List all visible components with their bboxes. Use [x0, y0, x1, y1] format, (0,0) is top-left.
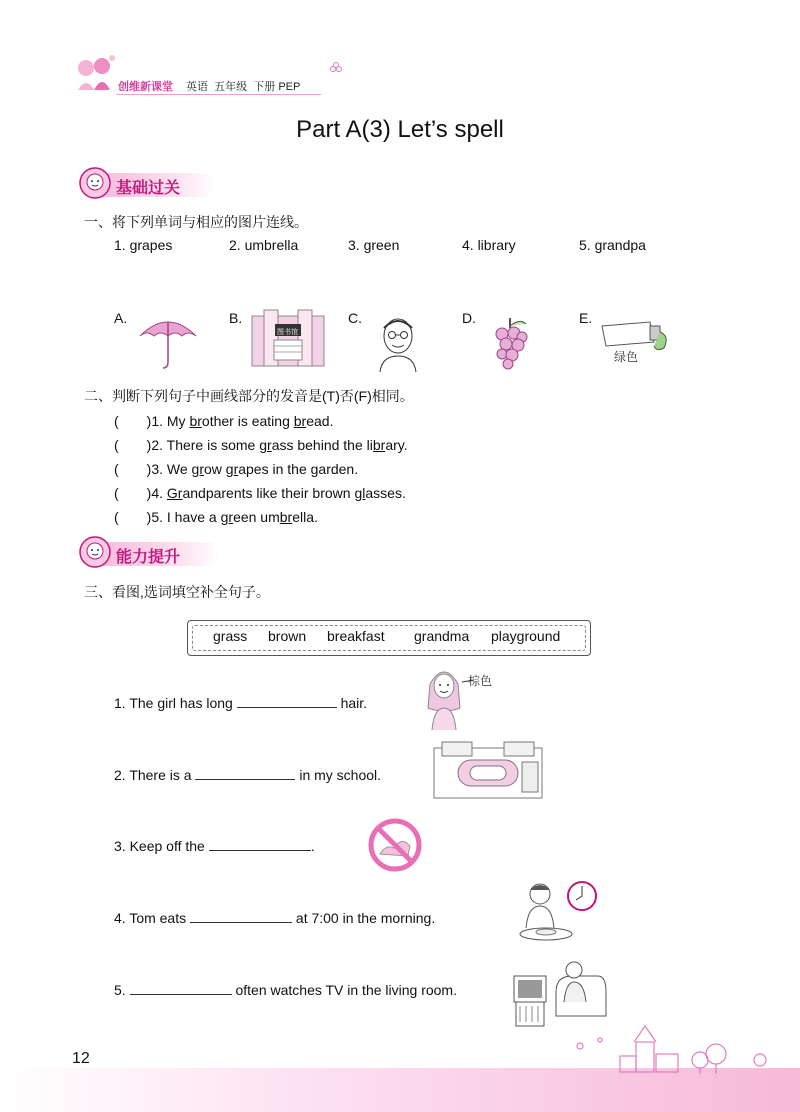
option-e: E. [579, 310, 593, 326]
fill-sentence-1: 1. The girl has long hair. [114, 692, 367, 711]
bank-word-brown: brown [268, 628, 307, 644]
question1-heading: 一、将下列单词与相应的图片连线。 [84, 214, 308, 230]
kid-mascot-icon [78, 166, 112, 200]
option-d: D. [462, 310, 476, 326]
word-umbrella: 2. umbrella [229, 237, 299, 253]
grandma-watching-tv-picture [512, 952, 608, 1028]
brand-logo-icon [72, 50, 118, 98]
judgement-row-2: ( )2. There is some grass behind the library. [114, 437, 408, 453]
playground-picture [430, 740, 546, 802]
judgement-row-5: ( )5. I have a green umbrella. [114, 509, 318, 525]
castle-decoration-icon [560, 1024, 780, 1074]
grandpa-picture [374, 310, 422, 372]
answer-paren[interactable]: ( ) [114, 413, 152, 429]
flower-icon [330, 62, 342, 74]
page-title: Part A(3) Let’s spell [296, 116, 504, 143]
question2-heading: 二、判断下列句子中画线部分的发音是(T)否(F)相同。 [84, 388, 414, 404]
answer-paren[interactable]: ( ) [114, 461, 152, 477]
judgement-row-4: ( )4. Grandparents like their brown glasses. [114, 485, 406, 501]
option-c: C. [348, 310, 362, 326]
library-picture [242, 306, 334, 374]
option-a: A. [114, 310, 128, 326]
fill-blank-4[interactable] [190, 907, 292, 923]
section-title-basic: 基础过关 [116, 180, 181, 197]
kid-mascot-icon [78, 535, 112, 569]
header-info: 英语 五年级 下册 PEP [186, 81, 301, 93]
header-divider [116, 94, 321, 95]
page-number: 12 [72, 1050, 90, 1067]
tom-breakfast-picture [516, 878, 600, 944]
brown-color-label: 棕色 [468, 674, 493, 688]
keep-off-grass-sign-icon [366, 816, 424, 874]
footer-band [0, 1068, 800, 1112]
word-grandpa: 5. grandpa [579, 237, 646, 253]
fill-sentence-5: 5. often watches TV in the living room. [114, 979, 457, 998]
fill-sentence-3: 3. Keep off the . [114, 835, 315, 854]
bank-word-breakfast: breakfast [327, 628, 385, 644]
option-b: B. [229, 310, 243, 326]
answer-paren[interactable]: ( ) [114, 509, 152, 525]
word-library: 4. library [462, 237, 516, 253]
answer-paren[interactable]: ( ) [114, 437, 152, 453]
fill-blank-5[interactable] [130, 979, 232, 995]
fill-blank-1[interactable] [237, 692, 337, 708]
umbrella-picture [136, 314, 200, 372]
bank-word-grandma: grandma [414, 628, 470, 644]
girl-long-hair-picture [422, 664, 466, 730]
bank-word-playground: playground [491, 628, 561, 644]
fill-blank-3[interactable] [209, 835, 311, 851]
question3-heading: 三、看图,选词填空补全句子。 [84, 584, 270, 600]
fill-blank-2[interactable] [195, 764, 295, 780]
bank-word-grass: grass [213, 628, 248, 644]
answer-paren[interactable]: ( ) [114, 485, 152, 501]
word-green: 3. green [348, 237, 400, 253]
judgement-row-3: ( )3. We grow grapes in the garden. [114, 461, 359, 477]
word-grapes: 1. grapes [114, 237, 173, 253]
fill-sentence-2: 2. There is a in my school. [114, 764, 381, 783]
judgement-row-1: ( )1. My brother is eating bread. [114, 413, 334, 429]
fill-sentence-4: 4. Tom eats at 7:00 in the morning. [114, 907, 435, 926]
brand-name: 创维新课堂 [118, 81, 173, 93]
grapes-picture [490, 316, 530, 372]
green-color-label: 绿色 [614, 350, 639, 364]
library-sign: 图书馆 [277, 329, 298, 336]
section-title-advanced: 能力提升 [116, 549, 181, 566]
